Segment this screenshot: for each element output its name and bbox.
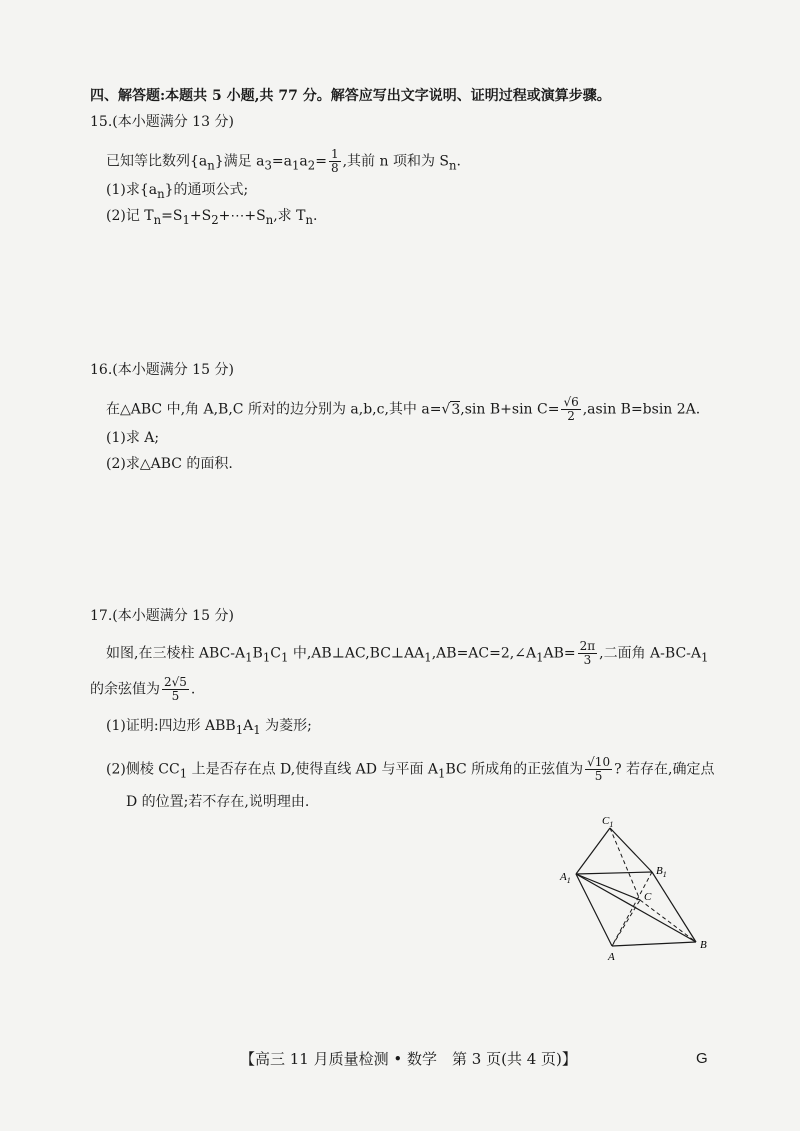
q17-part-text: 为菱形;: [260, 718, 312, 734]
label-b1: $B_1$: [656, 865, 667, 879]
q15-part-text: +⋯+S: [218, 208, 266, 224]
frac-num: 2√5: [164, 675, 187, 689]
q15-part-text: (1)求{a: [106, 182, 158, 198]
q17-part-text: BC 所成角的正弦值为: [445, 761, 584, 778]
label-a1: $A_1$: [560, 871, 571, 885]
q16-stem: [106, 396, 700, 423]
sub: 1: [182, 212, 190, 227]
frac-den: 2: [567, 409, 575, 423]
q15-part-text: }的通项公式;: [164, 182, 249, 198]
sub: 1: [424, 650, 432, 665]
label-b: B: [700, 939, 707, 951]
sub: 1: [179, 766, 188, 781]
sub: 3: [264, 158, 272, 173]
q16-stem-text: ,asin B=bsin 2A.: [582, 401, 701, 418]
sub: 1: [262, 650, 271, 665]
q16-stem-text: 在△ABC 中,角 A,B,C 所对的边分别为 a,b,c,其中 a=√: [106, 401, 451, 418]
edge-b1-a: [612, 872, 652, 946]
edge-a1-b1: [576, 872, 652, 874]
label-c: C: [644, 891, 652, 903]
q15-stem-text: =: [315, 153, 327, 170]
q17-part2-cont: D 的位置;若不存在,说明理由.: [126, 794, 310, 810]
sub: 1: [701, 650, 709, 665]
q16-title: 16.(本小题满分 15 分): [90, 362, 234, 378]
q15-stem-text: 已知等比数列{a: [106, 153, 208, 170]
sub: 1: [536, 650, 544, 665]
label-c1: $C_1$: [602, 815, 614, 829]
section-header: 四、解答题:本题共 5 小题,共 77 分。解答应写出文字说明、证明过程或演算步骤。: [90, 88, 611, 104]
edge-a1-b: [576, 874, 696, 942]
sub: 2: [307, 158, 316, 173]
q17-stem-text: 的余弦值为: [90, 681, 160, 698]
q17-stem-text: 中,AB⊥AC,BC⊥AA: [288, 645, 425, 662]
frac-num: 1: [330, 147, 339, 161]
sub: n: [207, 158, 215, 173]
version-mark: G: [696, 1050, 708, 1067]
edge-b1-b: [652, 872, 696, 942]
q17-title: 17.(本小题满分 15 分): [90, 608, 234, 624]
q15-stem-text: =a: [271, 153, 292, 170]
q17-part2: [106, 756, 714, 783]
q17-part-text: A: [243, 718, 254, 734]
fraction: [561, 396, 580, 423]
q15-part-text: .: [312, 208, 318, 224]
q16-stem-text: ,sin B+sin C=: [460, 401, 560, 418]
q15-stem-text: }满足 a: [214, 153, 265, 170]
fraction: [585, 756, 612, 783]
sub: n: [449, 158, 457, 173]
sub: n: [305, 212, 313, 227]
q17-stem-text: C: [270, 645, 281, 662]
q17-part-text: 上是否存在点 D,使得直线 AD 与平面 A: [187, 761, 439, 778]
q15-part2: [106, 206, 317, 230]
frac-num: 2π: [579, 639, 596, 653]
edge-c1-a1: [576, 828, 610, 874]
fraction: [329, 148, 341, 175]
prism-figure: [552, 808, 722, 968]
q16-part2: (2)求△ABC 的面积.: [106, 456, 233, 472]
sub: 2: [211, 212, 219, 227]
sub: n: [157, 186, 165, 201]
frac-den: 5: [171, 689, 180, 703]
label-a: A: [608, 951, 615, 963]
q15-stem-text: .: [456, 153, 461, 170]
edge-a-c: [612, 900, 640, 946]
q15-part1: [106, 180, 248, 204]
sub: 1: [292, 158, 300, 173]
edge-c1-b1: [610, 828, 652, 872]
sqrt-radicand: 3: [451, 401, 461, 418]
q15-stem: [106, 148, 461, 175]
q17-stem: [106, 640, 708, 667]
frac-den: 3: [583, 653, 592, 667]
q16-part1: (1)求 A;: [106, 430, 160, 446]
frac-den: 5: [594, 769, 603, 783]
edge-a1-c: [576, 874, 640, 900]
sub: 1: [280, 650, 289, 665]
q17-stem-text: ,二面角 A-BC-A: [599, 645, 701, 662]
sub: 1: [253, 722, 261, 737]
sub: n: [265, 212, 274, 227]
sub: 1: [245, 650, 253, 665]
page-footer: 【高三 11 月质量检测 • 数学 第 3 页(共 4 页)】: [240, 1050, 577, 1068]
q17-part-text: ? 若存在,确定点: [614, 761, 715, 778]
q17-stem-text: ,AB=AC=2,∠A: [431, 645, 537, 662]
fraction: [578, 640, 598, 667]
q17-stem-text: AB=: [543, 645, 576, 662]
q17-part1: [106, 716, 312, 740]
q15-stem-text: a: [299, 153, 308, 170]
edge-c-b: [640, 900, 696, 942]
q17-stem-text: B: [252, 645, 263, 662]
q15-stem-text: ,其前 n 项和为 S: [342, 153, 449, 170]
frac-num: √6: [563, 395, 579, 409]
sub: 1: [438, 766, 446, 781]
sub: n: [153, 212, 162, 227]
frac-den: 8: [330, 161, 339, 175]
q17-part-text: (1)证明:四边形 ABB: [106, 718, 236, 734]
q15-part-text: +S: [189, 208, 212, 224]
edge-a-b: [612, 942, 696, 946]
q17-stem-text: 如图,在三棱柱 ABC-A: [106, 645, 246, 662]
q15-part-text: (2)记 T: [106, 208, 154, 224]
fraction: [162, 676, 189, 703]
sub: 1: [235, 722, 244, 737]
q15-part-text: ,求 T: [273, 208, 306, 224]
q17-part-text: (2)侧棱 CC: [106, 761, 180, 778]
q15-title: 15.(本小题满分 13 分): [90, 114, 234, 130]
q17-stem-text: .: [190, 681, 196, 698]
frac-num: √10: [587, 755, 611, 769]
q15-part-text: =S: [161, 208, 183, 224]
q17-stem-cont: [90, 676, 195, 703]
